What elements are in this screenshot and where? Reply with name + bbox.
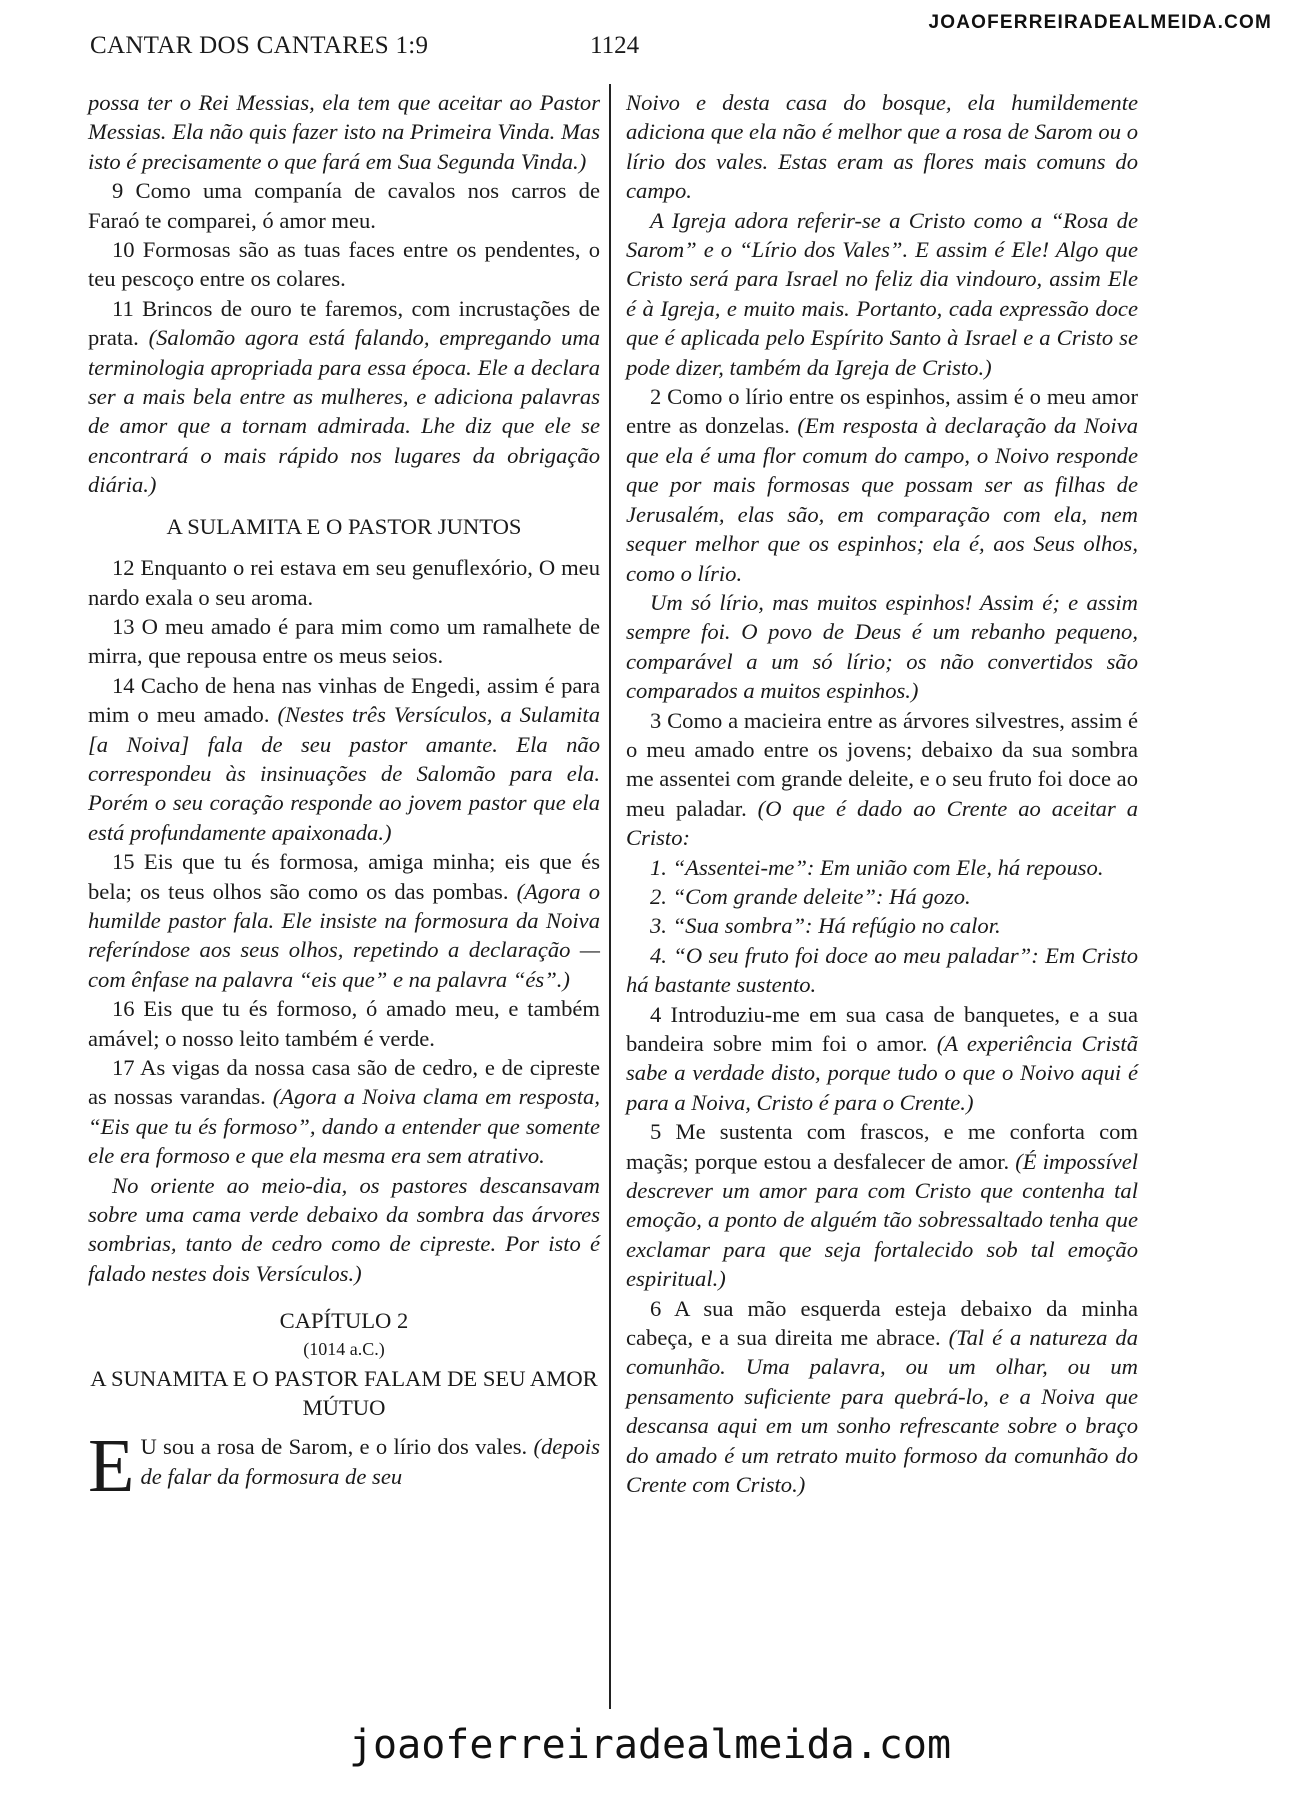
- verse-text: U sou a rosa de Sarom, e o lírio dos vales.: [140, 1434, 534, 1460]
- commentary-text: (É impossível descrever um amor para com Cristo que contenha tal emoção, a ponto de alguém tão sobressaltado tenha que exclamar para que seja fortalecido sob tal emoção espiritual.): [626, 1148, 1139, 1292]
- verse-text: 3 Como a macieira entre as árvores silvestres, assim é o meu amado entre os jovens; debaixo da sua sombra me assentei com grande deleite, e o seu fruto foi doce ao meu paladar.: [626, 707, 1138, 821]
- commentary-text: (Agora o humilde pastor fala. Ele insiste na formosura da Noiva referíndose aos seus olhos, repetindo a declaração — com ênfase na palavra “eis que” e na palavra “és”.): [88, 878, 600, 992]
- numbered-list: [626, 853, 1138, 1000]
- page-number: 1124: [590, 32, 640, 59]
- right-column: [626, 88, 1138, 1500]
- verse-3: [626, 706, 1138, 853]
- column-divider: [609, 84, 611, 1709]
- commentary-paragraph: Um só lírio, mas muitos espinhos! Assim é; e assim sempre foi. O povo de Deus é um rebanho pequeno, comparável a um só lírio; os não convertidos são comparados a muitos espinhos.): [626, 589, 1138, 704]
- verse-text: 4 Introduziu-me em sua casa de banquetes, e a sua bandeira sobre mim foi o amor.: [626, 1001, 1138, 1056]
- commentary-text: (A experiência Cristã sabe a verdade disto, porque tudo o que o Noivo aqui é para a Noiva, Cristo é para o Crente.): [626, 1031, 1138, 1115]
- verse-5: [626, 1117, 1138, 1293]
- commentary-text: Noivo e desta casa do bosque, ela humildemente adiciona que ela não é melhor que a rosa de Sarom ou o lírio dos vales. Estas eram as flores mais comuns do campo.: [626, 90, 1138, 204]
- verse-13: 13 O meu amado é para mim como um ramalhete de mirra, que repousa entre os meus seios.: [88, 613, 600, 669]
- commentary-paragraph: No oriente ao meio-dia, os pastores descansavam sobre uma cama verde debaixo da sombra das árvores sombrias, tanto de cedro como de cipreste. Por isto é falado nestes dois Versículos.): [88, 1172, 600, 1286]
- site-url-top: JOAOFERREIRADEALMEIDA.COM: [928, 12, 1272, 33]
- left-column: [88, 88, 600, 1509]
- verse-9: 9 Como uma companía de cavalos nos carros de Faraó te comparei, ó amor meu.: [88, 178, 600, 233]
- chapter-date: (1014 a.C.): [303, 1338, 385, 1359]
- commentary-text: (Agora a Noiva clama em resposta, “Eis que tu és formoso”, dando a entender que somente ele era formoso e que ela mesma era sem atrativo.: [88, 1084, 600, 1169]
- site-url-bottom: joaoferreiradealmeida.com: [348, 1722, 952, 1768]
- verse-1: [88, 1424, 600, 1509]
- verse-text: 2 Como o lírio entre os espinhos, assim é o meu amor entre as donzelas.: [626, 384, 1138, 439]
- verse-11: [88, 294, 600, 500]
- verse-14: [88, 671, 600, 847]
- verse-6: [626, 1294, 1138, 1500]
- verse-2: [626, 382, 1138, 588]
- verse-text: 11 Brincos de ouro te faremos, com incrustações de prata.: [88, 295, 600, 351]
- verse-16: 16 Eis que tu és formoso, ó amado meu, e também amável; o nosso leito também é verde.: [88, 996, 600, 1051]
- verse-text: 15 Eis que tu és formosa, amiga minha; eis que és bela; os teus olhos são como os das pombas.: [88, 849, 600, 904]
- verse-4: [626, 1000, 1138, 1118]
- verse-15: [88, 847, 600, 994]
- verse-text: 14 Cacho de hena nas vinhas de Engedi, assim é para mim o meu amado.: [88, 672, 600, 728]
- verse-text: 6 A sua mão esquerda esteja debaixo da minha cabeça, e a sua direita me abrace.: [626, 1295, 1138, 1351]
- verse-10: 10 Formosas são as tuas faces entre os pendentes, o teu pescoço entre os colares.: [88, 237, 600, 292]
- commentary-text: possa ter o Rei Messias, ela tem que aceitar ao Pastor Messias. Ela não quis fazer isto na Primeira Vinda. Mas isto é precisamente o que fará em Sua Segunda Vinda.): [88, 90, 600, 174]
- verse-text: 17 As vigas da nossa casa são de cedro, e de cipreste as nossas varandas.: [88, 1055, 600, 1110]
- verse-text: 5 Me sustenta com frascos, e me conforta com maçãs; porque estou a desfalecer de amor.: [626, 1119, 1138, 1174]
- chapter-heading: CAPÍTULO 2: [279, 1308, 409, 1334]
- verse-12: 12 Enquanto o rei estava em seu genuflexório, O meu nardo exala o seu aroma.: [88, 555, 600, 610]
- list-item: 4. “O seu fruto foi doce ao meu paladar”: Em Cristo há bastante sustento.: [626, 942, 1138, 998]
- commentary-text: (depois de falar da formosura de seu: [140, 1434, 600, 1489]
- section-heading: A SULAMITA E O PASTOR JUNTOS: [166, 513, 522, 539]
- section-heading: A SUNAMITA E O PASTOR FALAM DE SEU AMOR MÚTUO: [90, 1365, 598, 1421]
- list-item: 3. “Sua sombra”: Há refúgio no calor.: [650, 913, 1001, 939]
- commentary-text: (O que é dado ao Crente ao aceitar a Cristo:: [626, 795, 1138, 851]
- commentary-text: (Salomão agora está falando, empregando uma terminologia apropriada para essa época. Ele a declara ser a mais bela entre as mulheres, e adiciona palavras de amor que a tornam admirada. Lhe diz que ele se encontrará o mais rápido nos lugares da obrigação diária.): [88, 325, 600, 498]
- commentary-text: (Nestes três Versículos, a Sulamita [a Noiva] fala de seu pastor amante. Ela não correspondeu às insinuações de Salomão para ela. Porém o seu coração responde ao jovem pastor que ela está profundamente apaixonada.): [88, 702, 600, 845]
- commentary-paragraph: A Igreja adora referir-se a Cristo como a “Rosa de Sarom” e o “Lírio dos Vales”. E assim é Ele! Algo que Cristo será para Israel no feliz dia vindouro, assim Ele é à Igreja, e muito mais. Portanto, cada expressão doce que é aplicada pelo Espírito Santo à Israel e a Cristo se pode dizer, também da Igreja de Cristo.): [626, 207, 1138, 380]
- commentary-text: (Tal é a natureza da comunhão. Uma palavra, ou um olhar, ou um pensamento suficiente para quebrá-lo, e a Noiva que descansa aqui em um sonho refrescante sobre o braço do amado é um retrato muito formoso da comunhão do Crente com Cristo.): [626, 1325, 1138, 1498]
- commentary-text: (Em resposta à declaração da Noiva que ela é uma flor comum do campo, o Noivo responde que por mais formosas que possam ser as filhas de Jerusalém, elas são, em comparação com ela, nem sequer melhor que os espinhos; ela é, aos Seus olhos, como o lírio.: [626, 413, 1138, 586]
- running-head: CANTAR DOS CANTARES 1:9: [90, 32, 429, 59]
- list-item: 2. “Com grande deleite”: Há gozo.: [650, 883, 971, 909]
- drop-cap: E: [88, 1424, 135, 1509]
- list-item: 1. “Assentei-me”: Em união com Ele, há repouso.: [650, 854, 1104, 880]
- verse-17: [88, 1053, 600, 1171]
